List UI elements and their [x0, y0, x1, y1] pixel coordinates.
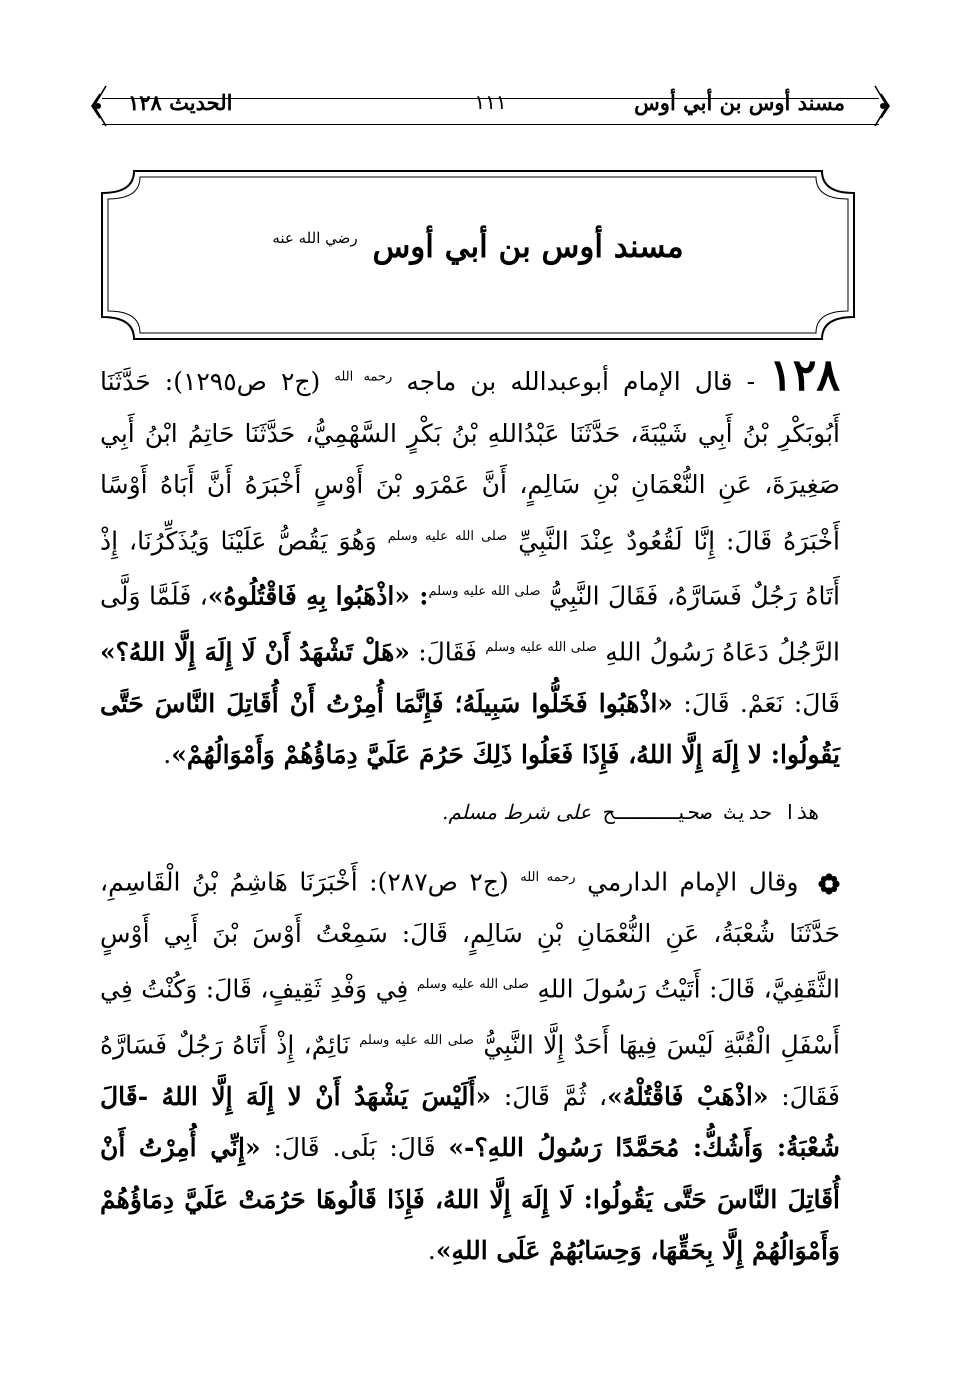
hadith-grading [420, 800, 820, 824]
running-header [88, 78, 893, 128]
darimi-body [100, 852, 840, 1277]
title-honorific: رضي الله عنه [272, 229, 358, 247]
darimi-quote-2: «أَلَيْسَ يَشْهَدُ أَنْ لا إِلَهَ إِلَّا اللهُ -قَالَ شُعْبَةُ: وَأَشُكُّ: مُحَمَّدًا رَسُولُ اللهِ؟-» [100, 1081, 840, 1163]
hadith-body [100, 350, 840, 781]
salawat-mark: صلى الله عليه وسلم [387, 528, 508, 544]
chapter-title [96, 229, 860, 265]
matn-text-1: وَهُوَ يَقُصُّ عَلَيْنَا وَيُذَكِّرُنَا، إِذْ أَتَاهُ رَجُلٌ فَسَارَّهُ، فَقَالَ النَّبِيُّ [100, 525, 841, 611]
darimi-text-2: فِي وَفْدِ ثَقِيفٍ، قَالَ: وَكُنْتُ فِي أَسْفَلِ الْقُبَّةِ لَيْسَ فِيهَا أَحَدٌ إِلَّا النَّبِيُّ [100, 974, 840, 1060]
matn-end: . [163, 740, 172, 770]
salawat-mark: صلى الله عليه وسلم [416, 977, 529, 993]
darimi-intro: وقال الإمام الدارمي [587, 867, 799, 897]
grading-prefix: هذا حديث صحيـــــح [603, 800, 820, 824]
prophet-quote-3: «اذْهَبُوا فَخَلُّوا سَبِيلَهُ؛ فَإِنَّمَا أُمِرْتُ أَنْ أُقَاتِلَ النَّاسَ حَتَّى يَقُولُوا: لا إِلَهَ إِلَّا اللهُ، فَإِذَا فَعَلُوا ذَلِكَ حَرُمَ عَلَيَّ دِمَاؤُهُمْ وَأَمْوَالُهُمْ» [100, 688, 840, 770]
hadith-intro: - قال الإمام أبوعبدالله بن ماجه [406, 367, 756, 396]
darimi-quote-1: «اذْهَبْ فَاقْتُلْهُ» [607, 1081, 769, 1111]
grading-handwritten: على شرط مسلم. [442, 800, 592, 824]
hadith-paragraph [100, 350, 840, 781]
hadith-source-ref: (ج٢ ص١٢٩٥): [164, 367, 321, 396]
darimi-text-4: ، ثُمَّ قَالَ: [503, 1081, 608, 1111]
salawat-mark: صلى الله عليه وسلم [485, 640, 597, 656]
title-frame [96, 165, 860, 345]
header-rule-bottom [102, 124, 879, 125]
salawat-mark: صلى الله عليه وسلم [359, 1033, 474, 1049]
prophet-quote-2: «هَلْ تَشْهَدُ أَنْ لَا إِلَهَ إِلَّا اللهُ؟» [100, 637, 410, 667]
prophet-quote-1: : «اذْهَبُوا بِهِ فَاقْتُلُوهُ» [207, 581, 429, 611]
darimi-isnad: أَخْبَرَنَا هَاشِمُ بْنُ الْقَاسِمِ، حَدَّثَنَا شُعْبَةُ، عَنِ النُّعْمَانِ بْنِ سَالِمٍ، قَالَ: سَمِعْتُ أَوْسَ بْنَ أَبِي أَوْسٍ الثَّقَفِيَّ، قَالَ: أَتَيْتُ رَسُولَ اللهِ [100, 867, 840, 1004]
header-section-title: مسند أوس بن أبي أوس [634, 90, 845, 115]
darimi-quote-3: «إِنِّي أُمِرْتُ أَنْ أُقَاتِلَ النَّاسَ حَتَّى يَقُولُوا: لَا إِلَهَ إِلَّا اللهُ، فَإِذَا قَالُوهَا حَرُمَتْ عَلَيَّ دِمَاؤُهُمْ وَأَمْوَالُهُمْ إِلَّا بِحَقِّهَا، وَحِسَابُهُمْ عَلَى اللهِ» [100, 1133, 840, 1266]
honorific-rahimahullah: رحمه الله [520, 870, 576, 885]
page-number: ١١١ [474, 90, 507, 114]
darimi-paragraph [100, 852, 840, 1277]
header-hadith-ref: الحديث ١٢٨ [128, 90, 233, 115]
matn-text-3: فَقَالَ: [418, 637, 478, 667]
matn-text-2: ، فَلَمَّا وَلَّى الرَّجُلُ دَعَاهُ رَسُولُ اللهِ [100, 581, 840, 667]
darimi-text-3: نَائِمٌ، إِذْ أَتَاهُ رَجُلٌ فَسَارَّهُ فَقَالَ: [100, 1030, 841, 1111]
isnad-text: حَدَّثَنَا أَبُوبَكْرِ بْنُ أَبِي شَيْبَةَ، حَدَّثَنَا عَبْدُاللهِ بْنُ بَكْرٍ السَّهْمِيُّ، حَدَّثَنَا حَاتِمُ ابْنُ أَبِي صَغِيرَةَ، عَنِ النُّعْمَانِ بْنِ سَالِمٍ، أَنَّ عَمْرَو بْنَ أَوْسٍ أَخْبَرَهُ أَنَّ أَبَاهُ أَوْسًا أَخْبَرَهُ قَالَ: إِنَّا لَقُعُودٌ عِنْدَ النَّبِيِّ [100, 367, 840, 555]
darimi-text-5: قَالَ: بَلَى. قَالَ: [273, 1133, 436, 1163]
hadith-number: ١٢٨ [769, 350, 840, 401]
chapter-title-text: مسند أوس بن أبي أوس [372, 229, 684, 265]
flower-ornament-icon [818, 873, 840, 895]
matn-text-4: قَالَ: نَعَمْ. قَالَ: [683, 688, 841, 718]
honorific-rahimahullah: رحمه الله [334, 369, 393, 385]
salawat-mark: صلى الله عليه وسلم [428, 584, 541, 600]
header-ornament-left-icon [88, 84, 108, 128]
darimi-source-ref: (ج٢ ص٢٨٧): [369, 867, 509, 897]
darimi-end: . [427, 1236, 436, 1266]
header-ornament-right-icon [873, 84, 893, 128]
